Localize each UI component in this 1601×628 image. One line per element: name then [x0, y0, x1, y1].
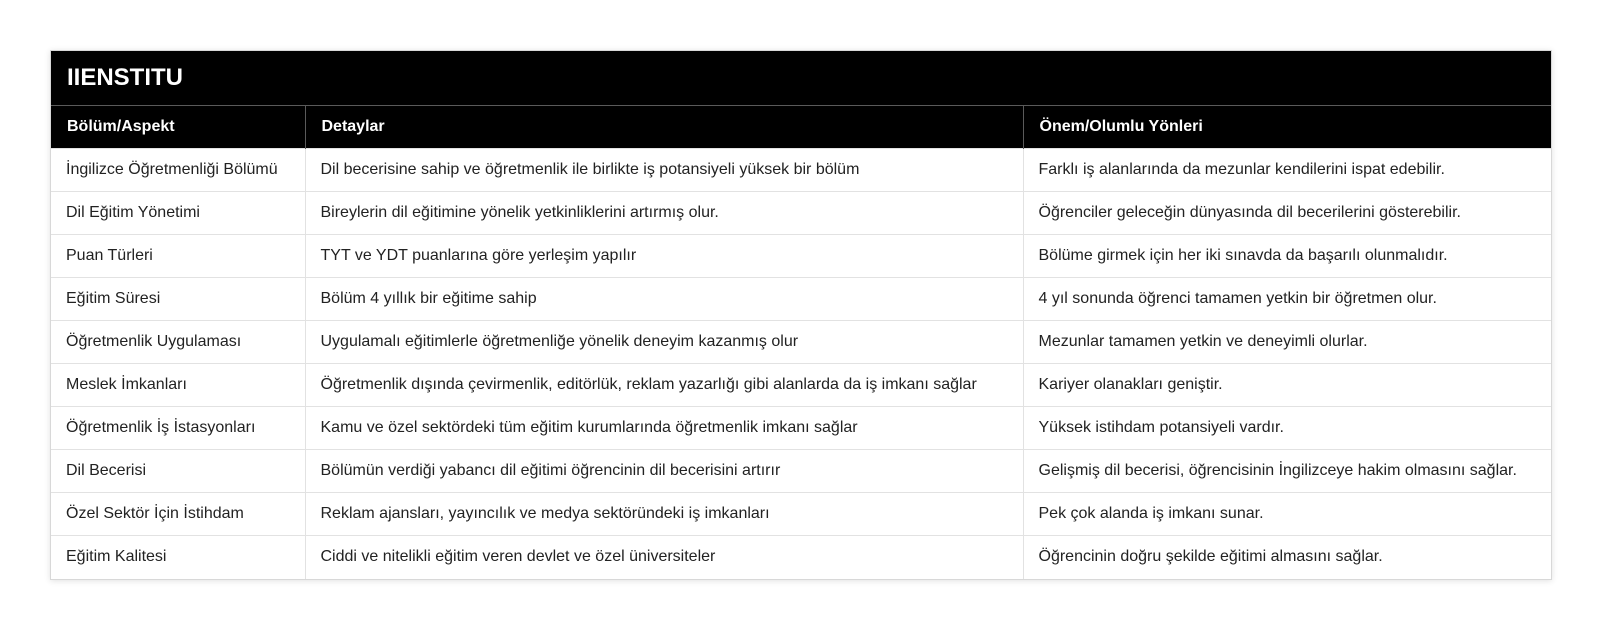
cell-details: Kamu ve özel sektördeki tüm eğitim kurumlarında öğretmenlik imkanı sağlar — [305, 407, 1023, 450]
cell-details: Bölümün verdiği yabancı dil eğitimi öğrencinin dil becerisini artırır — [305, 450, 1023, 493]
cell-importance: Farklı iş alanlarında da mezunlar kendilerini ispat edebilir. — [1023, 149, 1551, 192]
cell-aspect: Dil Becerisi — [51, 450, 305, 493]
cell-importance: Kariyer olanakları geniştir. — [1023, 364, 1551, 407]
cell-importance: Bölüme girmek için her iki sınavda da başarılı olunmalıdır. — [1023, 235, 1551, 278]
data-table-card — [50, 50, 1552, 580]
table-title: IIENSTITU — [51, 51, 1551, 105]
cell-aspect: Dil Eğitim Yönetimi — [51, 192, 305, 235]
table-row — [51, 278, 1551, 321]
cell-importance: Mezunlar tamamen yetkin ve deneyimli olurlar. — [1023, 321, 1551, 364]
cell-details: Ciddi ve nitelikli eğitim veren devlet ve özel üniversiteler — [305, 536, 1023, 579]
table-row — [51, 450, 1551, 493]
cell-aspect: İngilizce Öğretmenliği Bölümü — [51, 149, 305, 192]
table-row — [51, 192, 1551, 235]
cell-aspect: Özel Sektör İçin İstihdam — [51, 493, 305, 536]
cell-details: Reklam ajansları, yayıncılık ve medya sektöründeki iş imkanları — [305, 493, 1023, 536]
cell-details: Öğretmenlik dışında çevirmenlik, editörlük, reklam yazarlığı gibi alanlarda da iş imkanı sağlar — [305, 364, 1023, 407]
table-row — [51, 235, 1551, 278]
cell-details: Uygulamalı eğitimlerle öğretmenliğe yönelik deneyim kazanmış olur — [305, 321, 1023, 364]
table-row — [51, 536, 1551, 579]
cell-aspect: Eğitim Kalitesi — [51, 536, 305, 579]
cell-details: Bölüm 4 yıllık bir eğitime sahip — [305, 278, 1023, 321]
cell-details: Dil becerisine sahip ve öğretmenlik ile birlikte iş potansiyeli yüksek bir bölüm — [305, 149, 1023, 192]
table-row — [51, 364, 1551, 407]
table-row — [51, 407, 1551, 450]
cell-aspect: Meslek İmkanları — [51, 364, 305, 407]
data-table — [51, 105, 1551, 579]
column-header-details: Detaylar — [305, 106, 1023, 149]
table-row — [51, 149, 1551, 192]
column-header-aspect: Bölüm/Aspekt — [51, 106, 305, 149]
table-row — [51, 321, 1551, 364]
column-header-importance: Önem/Olumlu Yönleri — [1023, 106, 1551, 149]
cell-importance: 4 yıl sonunda öğrenci tamamen yetkin bir öğretmen olur. — [1023, 278, 1551, 321]
cell-importance: Yüksek istihdam potansiyeli vardır. — [1023, 407, 1551, 450]
cell-aspect: Öğretmenlik Uygulaması — [51, 321, 305, 364]
table-row — [51, 493, 1551, 536]
cell-importance: Öğrencinin doğru şekilde eğitimi almasını sağlar. — [1023, 536, 1551, 579]
cell-aspect: Puan Türleri — [51, 235, 305, 278]
table-header-row — [51, 106, 1551, 149]
cell-details: TYT ve YDT puanlarına göre yerleşim yapılır — [305, 235, 1023, 278]
cell-aspect: Öğretmenlik İş İstasyonları — [51, 407, 305, 450]
cell-importance: Gelişmiş dil becerisi, öğrencisinin İngilizceye hakim olmasını sağlar. — [1023, 450, 1551, 493]
cell-importance: Öğrenciler geleceğin dünyasında dil becerilerini gösterebilir. — [1023, 192, 1551, 235]
cell-aspect: Eğitim Süresi — [51, 278, 305, 321]
cell-details: Bireylerin dil eğitimine yönelik yetkinliklerini artırmış olur. — [305, 192, 1023, 235]
cell-importance: Pek çok alanda iş imkanı sunar. — [1023, 493, 1551, 536]
